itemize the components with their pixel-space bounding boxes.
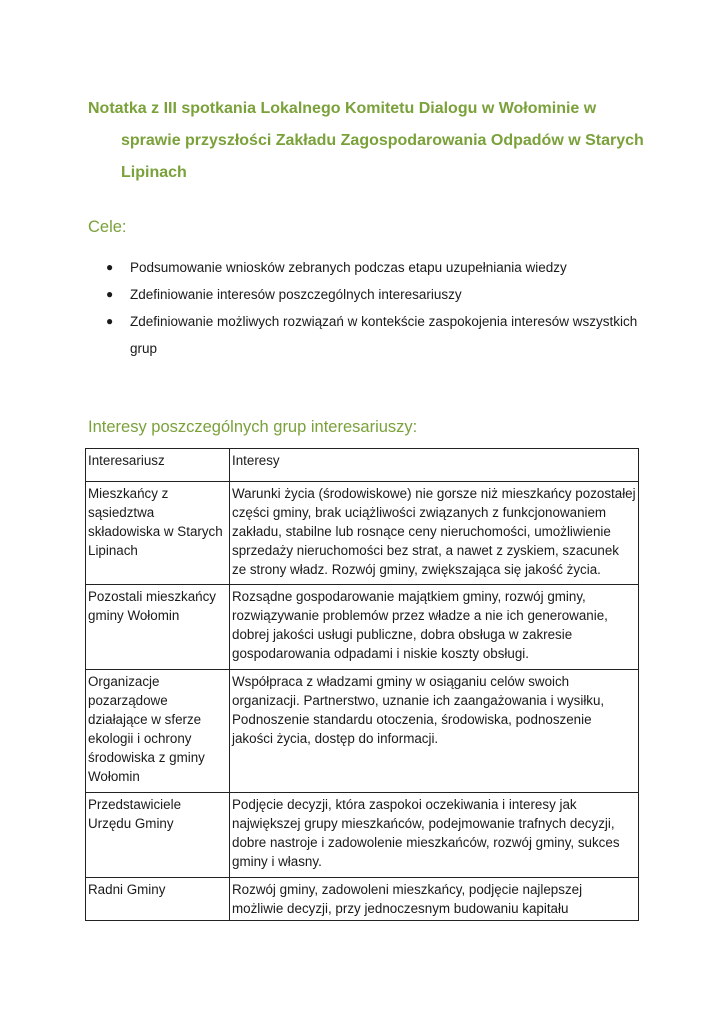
goal-text: Zdefiniowanie interesów poszczególnych interesariuszy [130, 287, 462, 302]
stakeholder-cell: Organizacje pozarządowe działające w sferze ekologii i ochrony środowiska z gminy Wołomin [86, 670, 230, 793]
goal-text: Podsumowanie wniosków zebranych podczas etapu uzupełniania wiedzy [130, 260, 567, 275]
table-header-row [86, 449, 639, 482]
list-item [106, 308, 646, 362]
column-header-interests: Interesy [230, 449, 639, 482]
interests-cell: Podjęcie decyzji, która zaspokoi oczekiwania i interesy jak największej grupy mieszkańców, podejmowanie trafnych decyzji, dobre nastroje i zadowolenie mieszkańców, rozwój gminy, sukces gminy i własny. [230, 793, 639, 878]
interests-cell: Współpraca z władzami gminy w osiąganiu celów swoich organizacji. Partnerstwo, uznanie ich zaangażowania i wysiłku, Podnoszenie standardu otoczenia, środowiska, podnoszenie jakości życia, dostęp do informacji. [230, 670, 639, 793]
bullet-icon: ● [106, 260, 114, 274]
bullet-icon: ● [106, 314, 114, 328]
table-row [86, 482, 639, 585]
stakeholder-cell: Pozostali mieszkańcy gminy Wołomin [86, 585, 230, 670]
interests-heading: Interesy poszczególnych grup interesariuszy: [88, 418, 418, 436]
stakeholder-cell: Mieszkańcy z sąsiedztwa składowiska w Starych Lipinach [86, 482, 230, 585]
table-row [86, 878, 639, 921]
goals-list [106, 254, 646, 362]
list-item [106, 254, 646, 281]
column-header-stakeholder: Interesariusz [86, 449, 230, 482]
goals-heading: Cele: [88, 218, 127, 236]
stakeholder-cell: Przedstawiciele Urzędu Gminy [86, 793, 230, 878]
list-item [106, 281, 646, 308]
interests-cell: Rozwój gminy, zadowoleni mieszkańcy, podjęcie najlepszej możliwie decyzji, przy jednoczesnym budowaniu kapitału [230, 878, 639, 921]
table-row [86, 793, 639, 878]
interests-table [85, 448, 639, 921]
table-row [86, 585, 639, 670]
title-line-1: Notatka z III spotkania Lokalnego Komitetu Dialogu w Wołominie w [88, 100, 597, 117]
stakeholder-cell: Radni Gminy [86, 878, 230, 921]
title-line-3: Lipinach [121, 164, 187, 181]
document-title [88, 93, 648, 189]
title-line-2: sprawie przyszłości Zakładu Zagospodarowania Odpadów w Starych [121, 132, 644, 149]
interests-cell: Warunki życia (środowiskowe) nie gorsze niż mieszkańcy pozostałej części gminy, brak uciążliwości związanych z funkcjonowaniem zakładu, stabilne lub rosnące ceny nieruchomości, umożliwienie sprzedaży nieruchomości bez strat, a nawet z zyskiem, szacunek ze strony władz. Rozwój gminy, zwiększająca się jakość życia. [230, 482, 639, 585]
table-row [86, 670, 639, 793]
goal-text: Zdefiniowanie możliwych rozwiązań w kontekście zaspokojenia interesów wszystkich grup [130, 314, 638, 356]
interests-cell: Rozsądne gospodarowanie majątkiem gminy, rozwój gminy, rozwiązywanie problemów przez władze a nie ich generowanie, dobrej jakości usługi publiczne, dobra obsługa w zakresie gospodarowania odpadami i niskie koszty obsługi. [230, 585, 639, 670]
bullet-icon: ● [106, 287, 114, 301]
